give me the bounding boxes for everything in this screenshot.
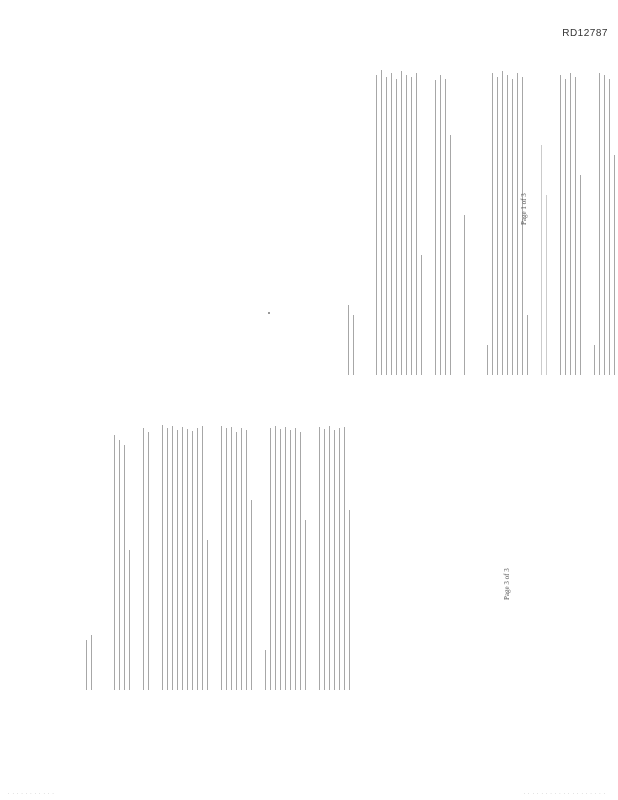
document-id: RD12787 bbox=[562, 28, 608, 39]
footer-scan-marks-left: · · · · · · · · · · · bbox=[8, 791, 55, 796]
footer-scan-marks-right: · · · · · · · · · · · · · · · · · · · bbox=[523, 791, 606, 796]
scan-artifact bbox=[268, 312, 270, 314]
left-rotated-page bbox=[86, 420, 354, 690]
right-rotated-page bbox=[348, 55, 618, 375]
page-number-right: Page 1 of 3 bbox=[520, 193, 528, 225]
page-number-left: Page 3 of 3 bbox=[503, 568, 511, 600]
